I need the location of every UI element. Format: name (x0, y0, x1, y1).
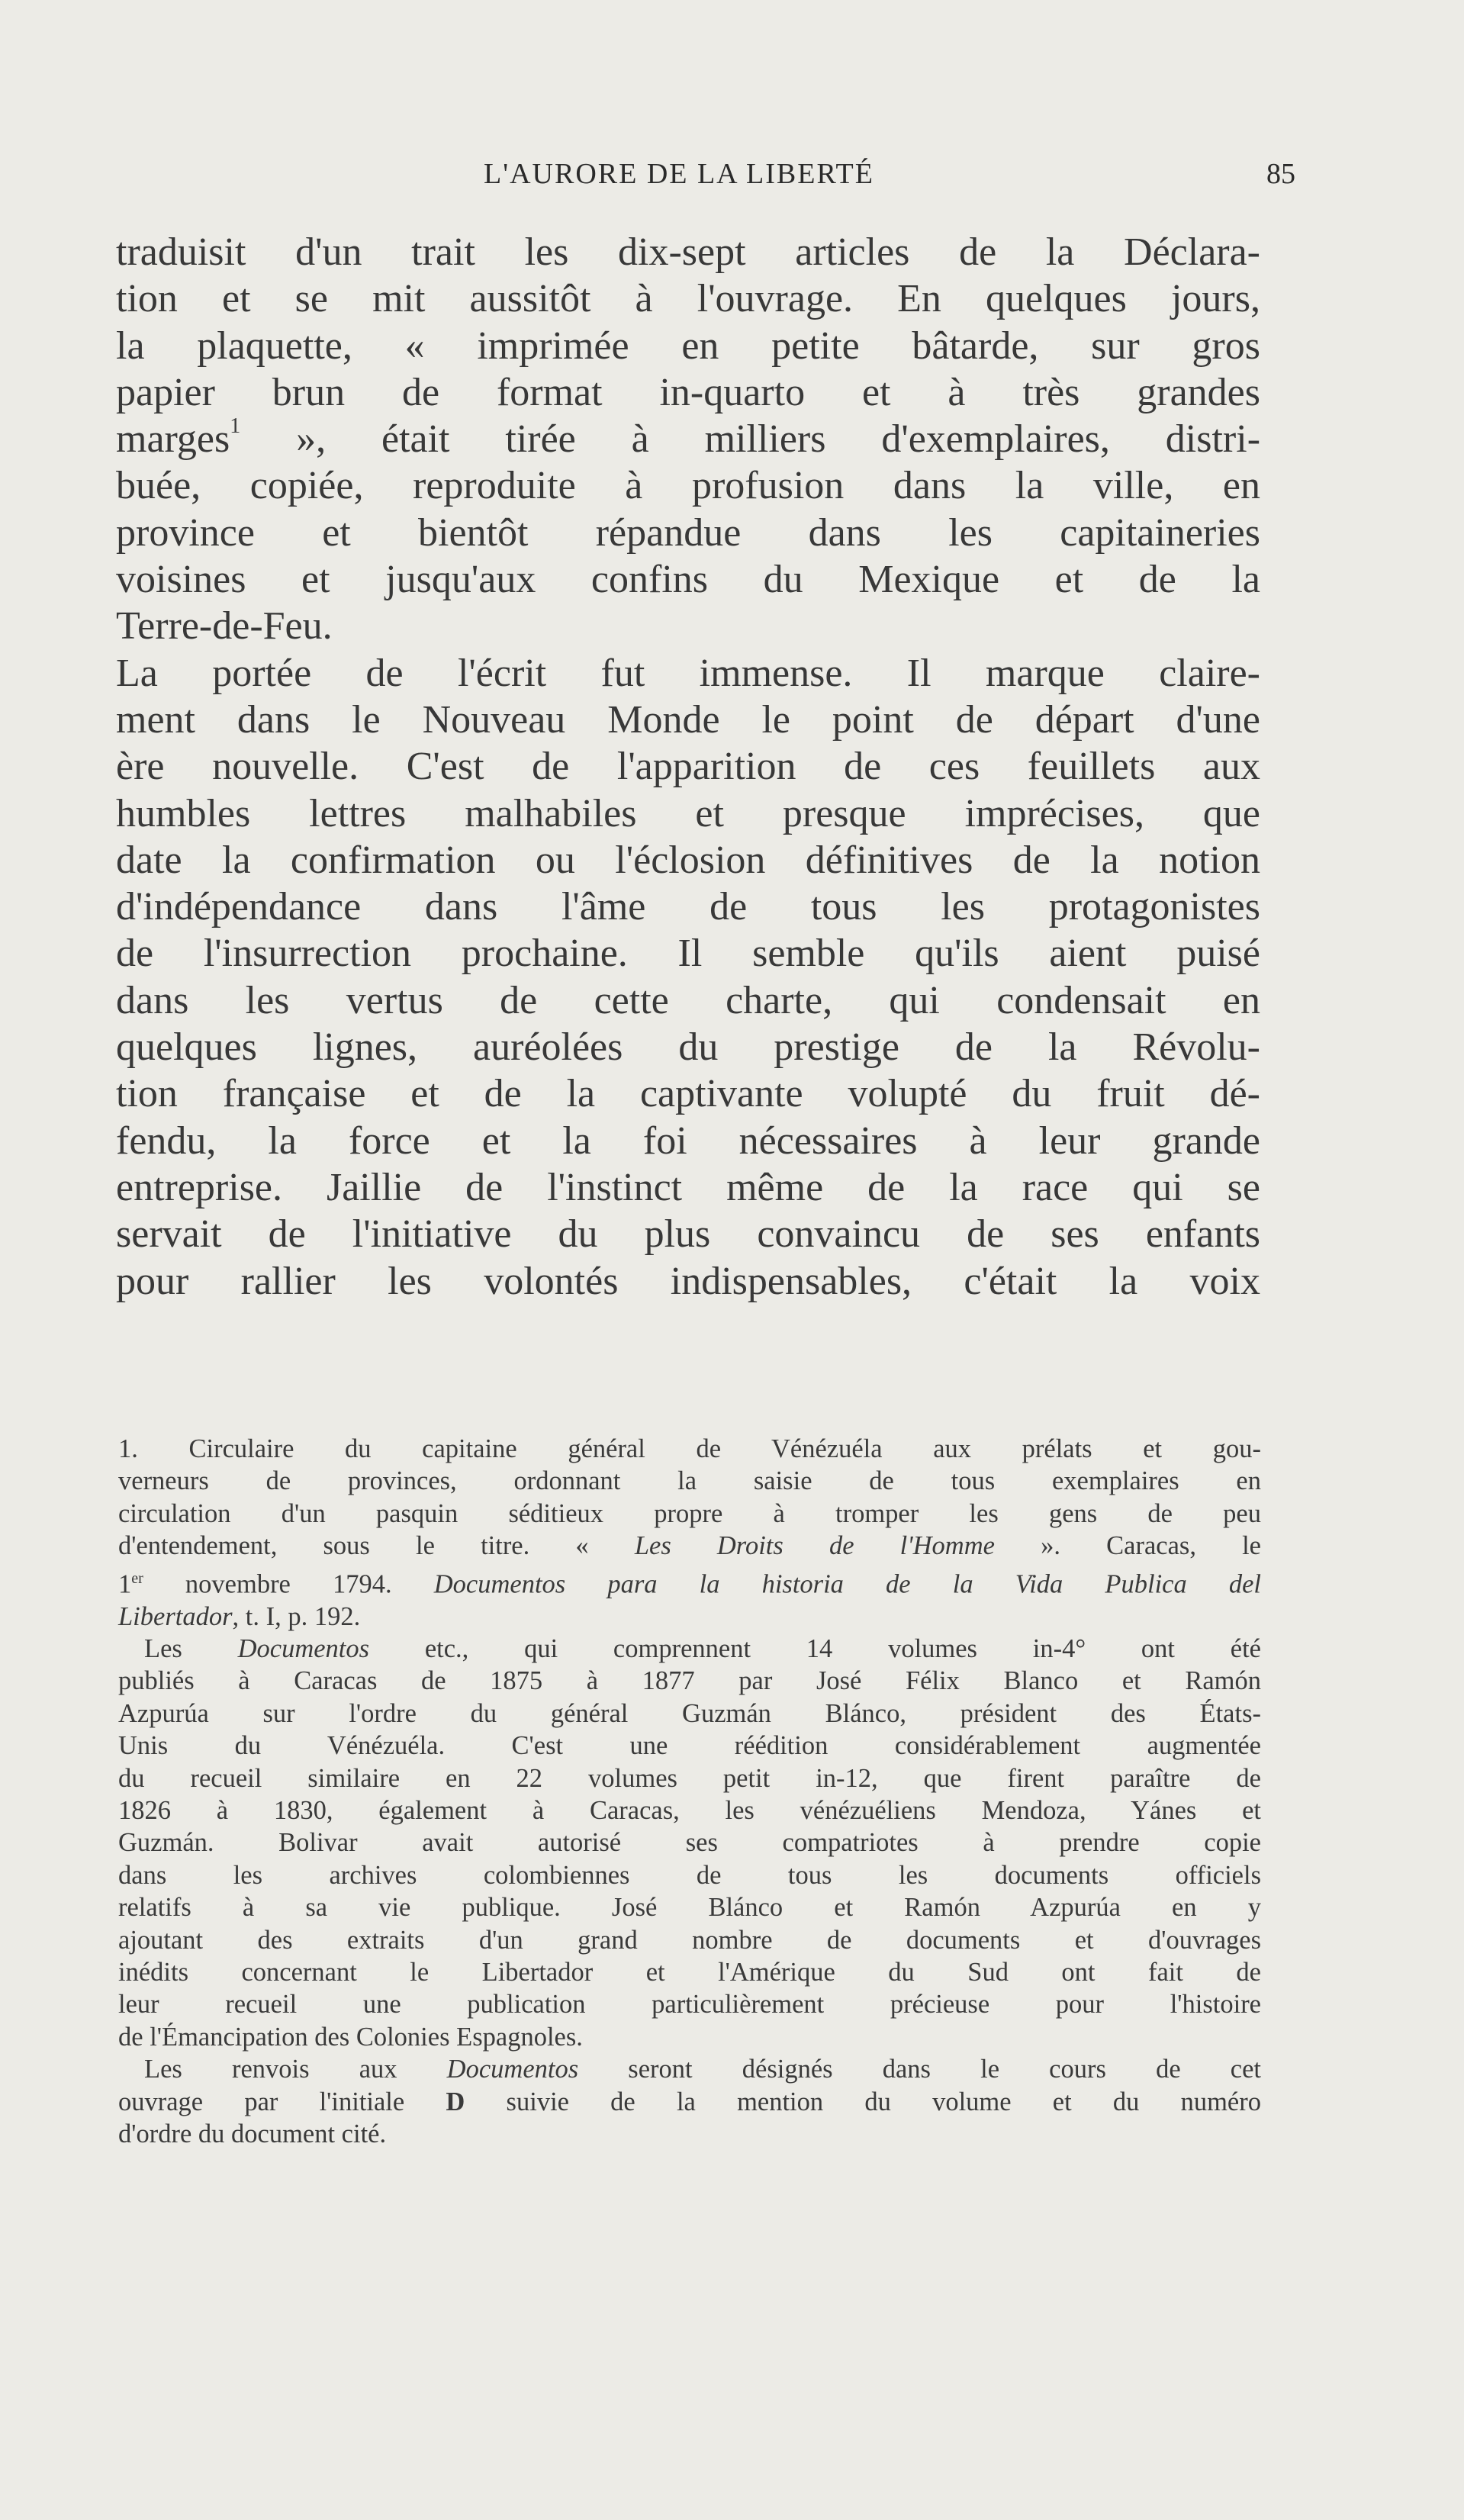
footnote-line: dans les archives colombiennes de tous les documents officiels (118, 1860, 1261, 1890)
body-line: la plaquette, « imprimée en petite bâtarde, sur gros (116, 323, 1260, 368)
footnote-line: Guzmán. Bolivar avait autorisé ses compatriotes à prendre copie (118, 1828, 1261, 1858)
body-line: buée, copiée, reproduite à profusion dans la ville, en (116, 464, 1260, 508)
body-line: voisines et jusqu'aux confins du Mexique et de la (116, 558, 1260, 602)
footnote-title-italic: Les Droits de l'Homme (634, 1531, 995, 1561)
body-line: date la confirmation ou l'éclosion définitives de la notion (116, 838, 1260, 882)
running-title: L'AURORE DE LA LIBERTÉ (484, 158, 874, 190)
footnote-text: d'entendement, sous le titre. « (118, 1531, 635, 1561)
footnote-line: leur recueil une publication particulièrement précieuse pour l'histoire (118, 1990, 1261, 2020)
footnote-text: suivie de la mention du volume et du numéro (465, 2087, 1261, 2116)
body-line: Terre-de-Feu. (116, 604, 333, 649)
footnote-line: 1. Circulaire du capitaine général de Vénézuéla aux prélats et gou- (118, 1434, 1261, 1463)
footnote-text: ». Caracas, le (994, 1531, 1261, 1561)
footnote-text: Les (144, 1633, 238, 1663)
body-line: La portée de l'écrit fut immense. Il marque claire- (116, 651, 1260, 695)
footnote-title-italic: Documentos (446, 2055, 579, 2084)
body-line: papier brun de format in-quarto et à très grandes (116, 370, 1260, 414)
footnote-text: novembre 1794. (143, 1569, 434, 1599)
footnote-line: ajoutant des extraits d'un grand nombre de documents et d'ouvrages (118, 1925, 1261, 1955)
footnote-line (118, 1563, 1261, 1601)
footnote-line (118, 1530, 1261, 1562)
footnote-text: ouvrage par l'initiale (118, 2087, 446, 2116)
footnote-line: publiés à Caracas de 1875 à 1877 par José Félix Blanco et Ramón (118, 1666, 1261, 1696)
ordinal-superscript: er (131, 1569, 143, 1587)
footnote-line (118, 2086, 1261, 2118)
body-line: province et bientôt répandue dans les capitaineries (116, 510, 1260, 555)
footnote-title-italic: Documentos (237, 1633, 370, 1663)
footnote-line: d'ordre du document cité. (118, 2119, 387, 2149)
body-line: d'indépendance dans l'âme de tous les protagonistes (116, 885, 1260, 929)
body-line: ère nouvelle. C'est de l'apparition de ces feuillets aux (116, 745, 1260, 789)
initial-d-bold: D (446, 2087, 465, 2116)
footnote-line: Azpurúa sur l'ordre du général Guzmán Blánco, président des États- (118, 1698, 1261, 1728)
footnote-line (118, 1633, 1261, 1665)
footnote-text: 1 (118, 1569, 132, 1599)
body-line: servait de l'initiative du plus convaincu de ses enfants (116, 1212, 1260, 1257)
footnote-reference[interactable]: 1 (230, 414, 241, 439)
footnote-line (118, 2053, 1261, 2085)
body-text (116, 229, 1260, 1305)
body-line: traduisit d'un trait les dix-sept articles de la Déclara- (116, 230, 1260, 274)
body-line: ment dans le Nouveau Monde le point de départ d'une (116, 697, 1260, 742)
footnote-line: verneurs de provinces, ordonnant la saisie de tous exemplaires en (118, 1466, 1261, 1496)
note-anchor-word: marges (116, 417, 230, 462)
footnote-line: Unis du Vénézuéla. C'est une réédition considérablement augmentée (118, 1731, 1261, 1761)
footnote-line: du recueil similaire en 22 volumes petit in-12, que firent paraître de (118, 1763, 1261, 1793)
footnote-text: , t. I, p. 192. (232, 1601, 361, 1631)
body-line: de l'insurrection prochaine. Il semble qu'ils aient puisé (116, 932, 1260, 976)
body-line: tion et se mit aussitôt à l'ouvrage. En quelques jours, (116, 277, 1260, 321)
footnote-line: de l'Émancipation des Colonies Espagnoles. (118, 2022, 583, 2052)
footnote-title-italic: Libertador (118, 1601, 233, 1631)
body-line: dans les vertus de cette charte, qui condensait en (116, 978, 1260, 1022)
body-line: tion française et de la captivante volupté du fruit dé- (116, 1072, 1260, 1116)
footnote-text: etc., qui comprennent 14 volumes in-4° ont été (369, 1633, 1261, 1663)
footnote-text: Les renvois aux (144, 2055, 447, 2084)
body-line: pour rallier les volontés indispensables, c'était la voix (116, 1259, 1260, 1303)
footnote-line: 1826 à 1830, également à Caracas, les vénézuéliens Mendoza, Yánes et (118, 1795, 1261, 1825)
footnote-title-italic: Documentos para la historia de la Vida Publica del (433, 1569, 1261, 1599)
body-line: entreprise. Jaillie de l'instinct même de la race qui se (116, 1165, 1260, 1209)
footnote-line: circulation d'un pasquin séditieux propre à tromper les gens de peu (118, 1498, 1261, 1528)
footnote-line: relatifs à sa vie publique. José Blánco et Ramón Azpurúa en y (118, 1893, 1261, 1923)
body-line-rest: », était tirée à milliers d'exemplaires, distri- (296, 417, 1261, 462)
footnote-text: seront désignés dans le cours de cet (578, 2055, 1261, 2084)
body-line: fendu, la force et la foi nécessaires à leur grande (116, 1118, 1260, 1163)
body-line-with-note (116, 416, 1260, 462)
footnote-line (118, 1601, 1261, 1633)
body-line: quelques lignes, auréolées du prestige de la Révolu- (116, 1025, 1260, 1070)
footnote-line: inédits concernant le Libertador et l'Amérique du Sud ont fait de (118, 1958, 1261, 1987)
page-number: 85 (1266, 158, 1295, 190)
footnotes (118, 1433, 1261, 2150)
body-line: humbles lettres malhabiles et presque imprécises, que (116, 791, 1260, 835)
